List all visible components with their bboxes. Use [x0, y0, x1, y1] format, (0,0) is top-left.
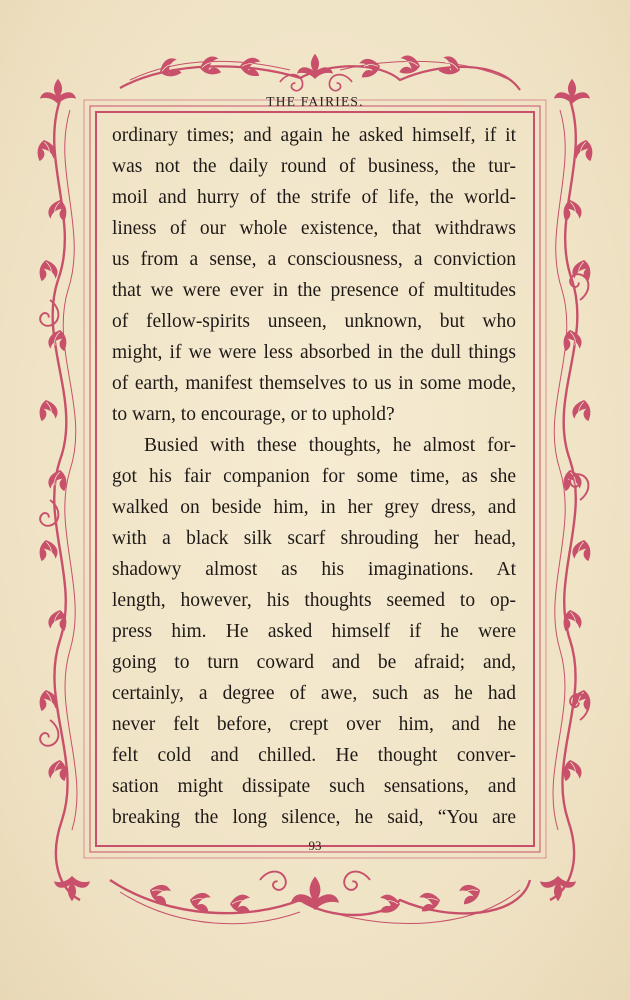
- text-line: length, however, his thoughts seemed to op-: [112, 590, 516, 611]
- text-line: might, if we were less absorbed in the dull things: [112, 342, 516, 363]
- text-line: of fellow-spirits unseen, unknown, but who: [112, 311, 516, 332]
- text-line: walked on beside him, in her grey dress, and: [112, 497, 516, 518]
- text-line: liness of our whole existence, that withdraws: [112, 218, 516, 239]
- body-text: [112, 120, 516, 833]
- text-line: was not the daily round of business, the tur-: [112, 156, 516, 177]
- page-number: 93: [308, 838, 322, 853]
- text-line: us from a sense, a consciousness, a conviction: [112, 249, 516, 270]
- text-line: felt cold and chilled. He thought conver-: [112, 745, 516, 766]
- text-line: ordinary times; and again he asked himself, if it: [112, 125, 516, 146]
- top-ornament: [120, 54, 520, 91]
- text-line: of earth, manifest themselves to us in some mode,: [112, 373, 516, 394]
- paragraph-start-line: Busied with these thoughts, he almost for-: [144, 435, 516, 456]
- text-line: going to turn coward and be afraid; and,: [112, 652, 516, 673]
- text-line: that we were ever in the presence of multitudes: [112, 280, 516, 301]
- text-line: got his fair companion for some time, as she: [112, 466, 516, 487]
- left-ornament: [35, 79, 90, 901]
- text-line: shadowy almost as his imaginations. At: [112, 559, 516, 580]
- right-ornament: [540, 79, 595, 901]
- text-line: to warn, to encourage, or to uphold?: [112, 404, 395, 425]
- text-line: with a black silk scarf shrouding her head,: [112, 528, 516, 549]
- text-line: moil and hurry of the strife of life, the world-: [112, 187, 516, 208]
- text-line: sation might dissipate such sensations, and: [112, 776, 516, 797]
- running-head: THE FAIRIES.: [266, 94, 364, 109]
- text-line: breaking the long silence, he said, “You are: [112, 807, 516, 828]
- text-line: press him. He asked himself if he were: [112, 621, 516, 642]
- text-line: certainly, a degree of awe, such as he had: [112, 683, 516, 704]
- text-line: never felt before, crept over him, and he: [112, 714, 516, 735]
- bottom-ornament: [110, 872, 530, 924]
